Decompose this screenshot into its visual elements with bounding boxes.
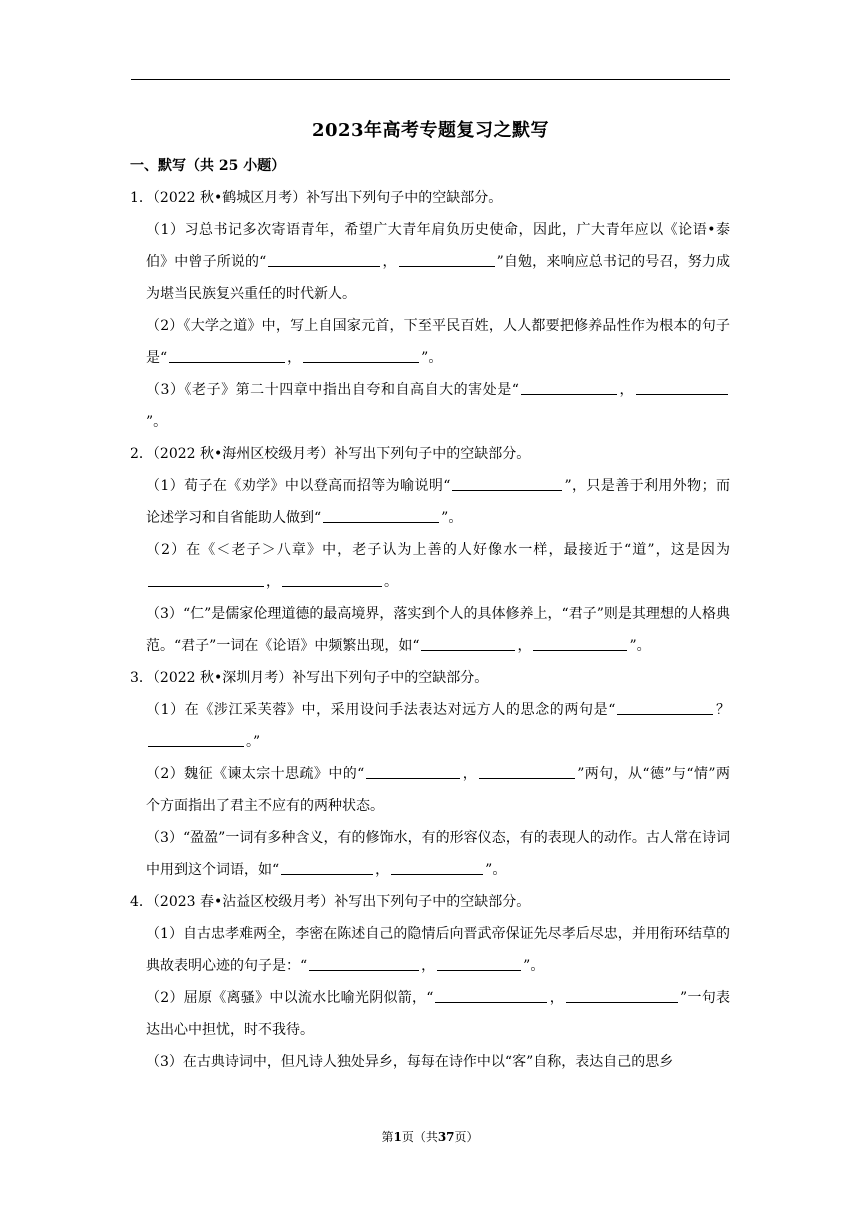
- sub-question: （3）“仁”是儒家伦理道德的最高境界，落实到个人的具体修养上，“君子”则是其理想的人格典范。“君子”一词在《论语》中频繁出现，如“ ， ”。: [146, 606, 730, 654]
- answer-blank[interactable]: [421, 633, 515, 651]
- sub-question: （2）《大学之道》中，写上自国家元首，下至平民百姓，人人都要把修养品性作为根本的句子是“ ， ”。: [146, 318, 730, 366]
- sub-question: （3）“盈盈”一词有多种含义，有的修饰水，有的形容仪态，有的表现人的动作。古人常在诗词中用到这个词语，如“ ， ”。: [146, 830, 730, 878]
- sub-question: （1）自古忠孝难两全，李密在陈述自己的隐情后向晋武帝保证先尽孝后尽忠，并用衔环结草的典故表明心迹的句子是：“ ， ”。: [146, 926, 730, 974]
- answer-blank[interactable]: [636, 377, 728, 395]
- sub-question: （2）屈原《离骚》中以流水比喻光阴似箭，“ ， ”一句表达出心中担忧，时不我待。: [130, 982, 730, 1046]
- question-source: （2023 春•沾益区校级月考）补写出下列句子中的空缺部分。: [152, 894, 531, 910]
- answer-blank[interactable]: [479, 761, 575, 779]
- page-footer: 第1页（共37页）: [381, 1130, 479, 1144]
- answer-blank[interactable]: [323, 505, 439, 523]
- answer-blank[interactable]: [566, 985, 678, 1003]
- question-source: （2022 秋•鹤城区月考）补写出下列句子中的空缺部分。: [152, 190, 503, 206]
- answer-blank[interactable]: [148, 569, 264, 587]
- answer-blank[interactable]: [148, 729, 244, 747]
- answer-blank[interactable]: [366, 761, 460, 779]
- sub-question: （1）荀子在《劝学》中以登高而招等为喻说明“ ”，只是善于利用外物；而论述学习和自省能助人做到“ ”。: [130, 470, 730, 534]
- question-header: [130, 886, 730, 918]
- question-header: [130, 438, 730, 470]
- answer-blank[interactable]: [435, 985, 547, 1003]
- answer-blank[interactable]: [452, 473, 562, 491]
- header-rule: [131, 79, 730, 80]
- document-body: [130, 150, 730, 1078]
- page-number: 1: [393, 1130, 402, 1144]
- answer-blank[interactable]: [437, 953, 521, 971]
- answer-blank[interactable]: [268, 249, 380, 267]
- question-number: 1．: [130, 190, 153, 206]
- sub-question: （1）在《涉江采芙蓉》中，采用设问手法表达对远方人的思念的两句是“ ？。”: [130, 694, 730, 758]
- question-number: 2．: [130, 446, 153, 462]
- answer-blank[interactable]: [533, 633, 627, 651]
- sub-question: （1）习总书记多次寄语青年，希望广大青年肩负历史使命，因此，广大青年应以《论语•泰伯》中曾子所说的“ ， ”自勉，来响应总书记的号召，努力成为堪当民族复兴重任的时代新人。: [146, 222, 731, 302]
- question-number: 3．: [130, 670, 153, 686]
- sub-question: （2）在《＜老子＞八章》中，老子认为上善的人好像水一样，最接近于“道”，这是因为 ， 。: [146, 542, 730, 590]
- question-header: [130, 182, 730, 214]
- page-total: 37: [437, 1130, 455, 1144]
- answer-blank[interactable]: [309, 953, 419, 971]
- answer-blank[interactable]: [399, 249, 495, 267]
- answer-blank[interactable]: [391, 857, 483, 875]
- question-header: [130, 662, 730, 694]
- answer-blank[interactable]: [169, 345, 285, 363]
- question-number: 4．: [130, 894, 153, 910]
- question-1: [130, 182, 730, 438]
- answer-blank[interactable]: [617, 697, 713, 715]
- question-4: [130, 886, 730, 1078]
- answer-blank[interactable]: [303, 345, 419, 363]
- answer-blank[interactable]: [282, 569, 382, 587]
- document-title: 2023年高考专题复习之默写: [311, 120, 550, 141]
- question-source: （2022 秋•海州区校级月考）补写出下列句子中的空缺部分。: [152, 446, 531, 462]
- question-3: [130, 662, 730, 886]
- answer-blank[interactable]: [281, 857, 373, 875]
- sub-question: （3）在古典诗词中，但凡诗人独处异乡，每每在诗作中以“客”自称，表达自己的思乡: [146, 1054, 674, 1070]
- question-2: [130, 438, 730, 662]
- sub-question: （3）《老子》第二十四章中指出自夸和自高自大的害处是“ ，”。: [130, 374, 730, 438]
- answer-blank[interactable]: [521, 377, 617, 395]
- question-source: （2022 秋•深圳月考）补写出下列句子中的空缺部分。: [152, 670, 489, 686]
- section-heading: 一、默写（共 25 小题）: [130, 158, 286, 174]
- sub-question: （2）魏征《谏太宗十思疏》中的“ ， ”两句，从“德”与“情”两个方面指出了君主不应有的两种状态。: [130, 758, 730, 822]
